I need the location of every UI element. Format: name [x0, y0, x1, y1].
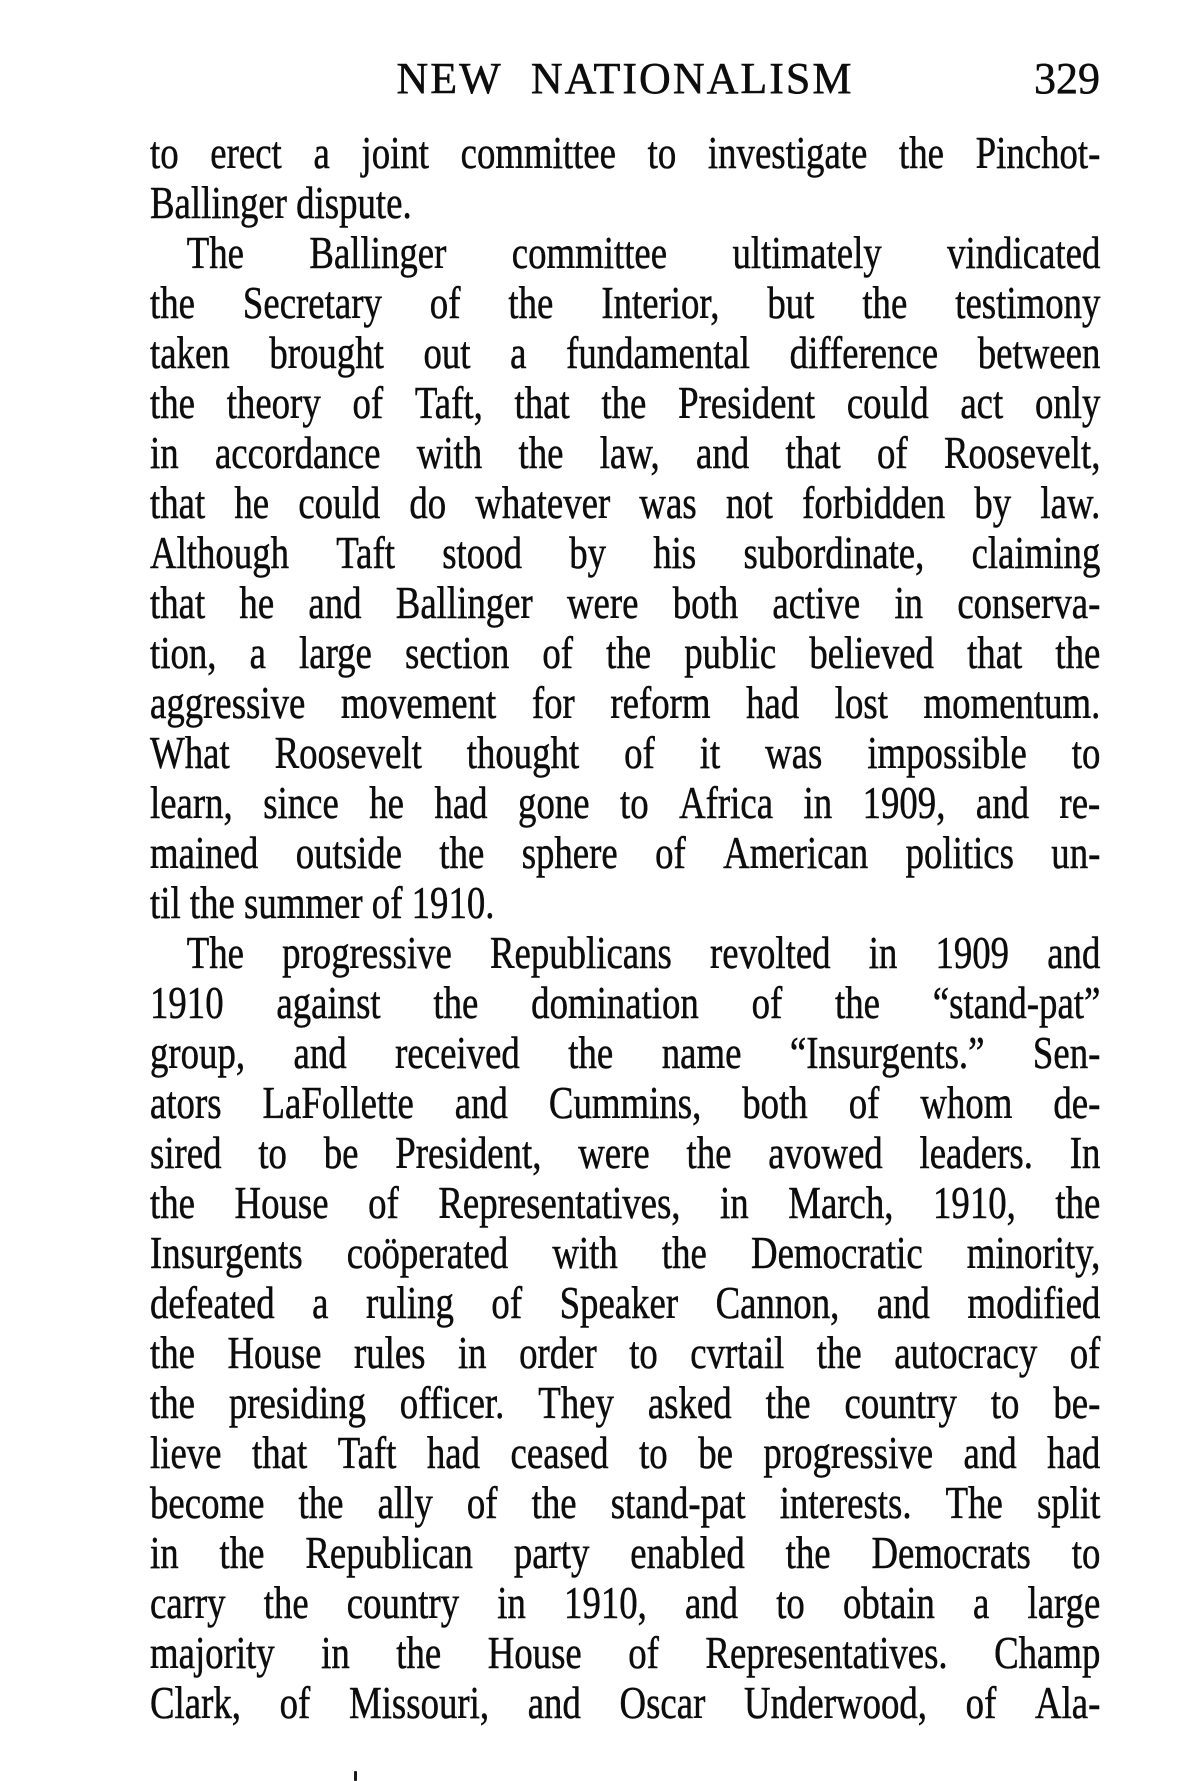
text-line: Insurgents coöperated with the Democratic minority,: [150, 1227, 1101, 1278]
text-line: The Ballinger committee ultimately vindicated: [186, 227, 1101, 278]
text-line: Although Taft stood by his subordinate, claiming: [150, 527, 1101, 578]
text-line: Clark, of Missouri, and Oscar Underwood, of Ala-: [150, 1677, 1101, 1728]
text-line: in accordance with the law, and that of Roosevelt,: [150, 427, 1101, 478]
text-line: taken brought out a fundamental difference between: [150, 327, 1101, 378]
text-line: carry the country in 1910, and to obtain a large: [150, 1577, 1101, 1628]
text-line: What Roosevelt thought of it was impossible to: [150, 727, 1101, 778]
text-line: the presiding officer. They asked the country to be-: [150, 1377, 1101, 1428]
text-line: learn, since he had gone to Africa in 1909, and re-: [150, 777, 1101, 828]
page-body: [150, 128, 1100, 1728]
text-line: mained outside the sphere of American politics un-: [150, 827, 1101, 878]
text-line: majority in the House of Representatives. Champ: [150, 1627, 1101, 1678]
running-header: [150, 54, 1100, 104]
text-line: aggressive movement for reform had lost momentum.: [150, 677, 1101, 728]
text-line: sired to be President, were the avowed leaders. In: [150, 1127, 1101, 1178]
ink-speck: [354, 1771, 357, 1781]
text-line: become the ally of the stand-pat interests. The split: [150, 1477, 1101, 1528]
text-line: The progressive Republicans revolted in 1909 and: [186, 927, 1101, 978]
text-line: the Secretary of the Interior, but the testimony: [150, 277, 1101, 328]
text-line: the House of Representatives, in March, 1910, the: [150, 1177, 1101, 1228]
text-line: the House rules in order to cvrtail the autocracy of: [150, 1327, 1101, 1378]
text-line: lieve that Taft had ceased to be progressive and had: [150, 1427, 1101, 1478]
text-line: til the summer of 1910.: [150, 877, 495, 928]
page-number: 329: [1034, 54, 1100, 103]
text-line: in the Republican party enabled the Democrats to: [150, 1527, 1101, 1578]
text-line: ators LaFollette and Cummins, both of whom de-: [150, 1077, 1101, 1128]
text-line: group, and received the name “Insurgents.” Sen-: [150, 1027, 1101, 1078]
text-line: that he and Ballinger were both active in conserva-: [150, 577, 1101, 628]
text-line: Ballinger dispute.: [150, 177, 412, 228]
text-line: the theory of Taft, that the President could act only: [150, 377, 1101, 428]
text-line: to erect a joint committee to investigate the Pinchot-: [150, 127, 1101, 178]
text-line: 1910 against the domination of the “stand-pat”: [150, 977, 1101, 1028]
text-line: defeated a ruling of Speaker Cannon, and modified: [150, 1277, 1101, 1328]
text-line: tion, a large section of the public believed that the: [150, 627, 1101, 678]
text-line: that he could do whatever was not forbidden by law.: [150, 477, 1101, 528]
page-title: NEW NATIONALISM: [396, 54, 854, 103]
